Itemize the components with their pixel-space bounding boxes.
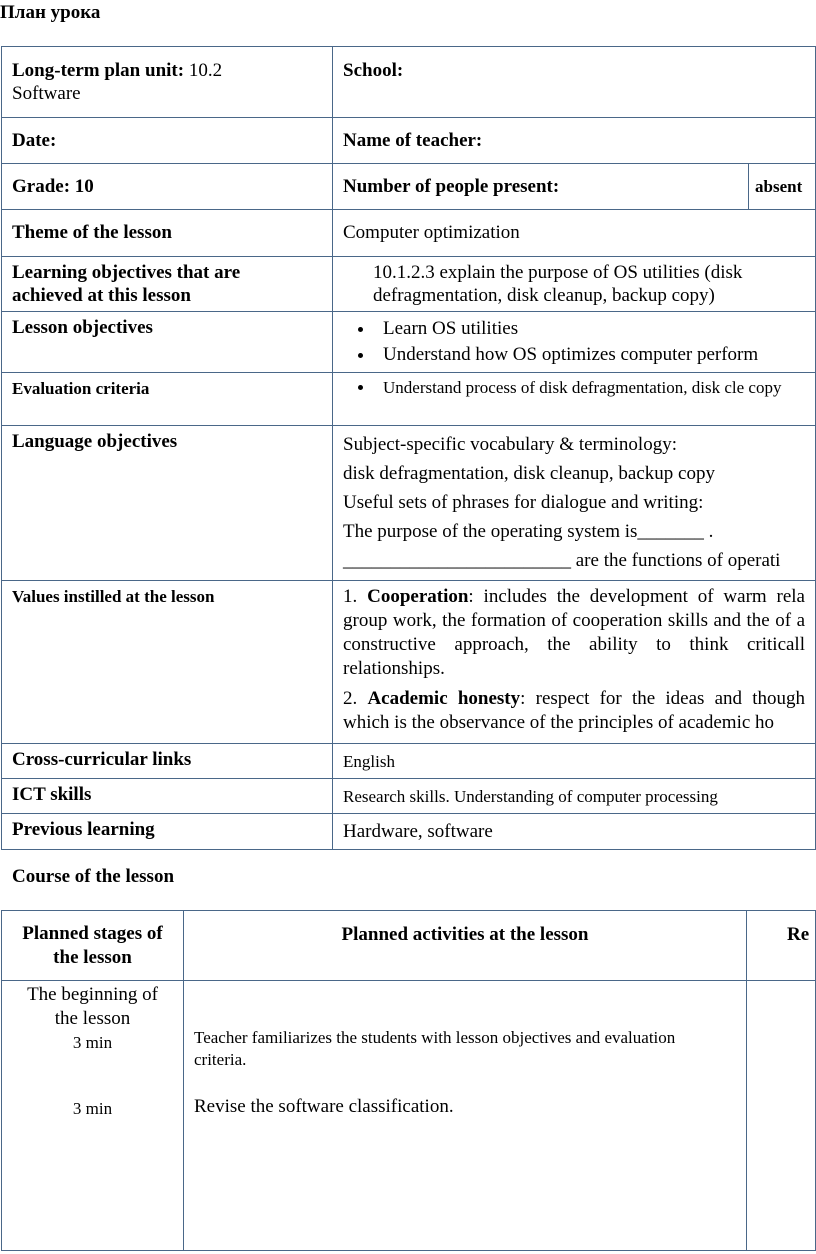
previous-learning-value: Hardware, software [333,814,816,850]
unit-value: 10.2 [188,60,223,81]
table-row [2,47,816,118]
learning-objectives-value [333,257,816,312]
theme-label: Theme of the lesson [2,210,333,257]
table-row [2,164,816,210]
lo-label-line: achieved at this lesson [12,285,191,306]
unit-cell [2,47,333,118]
language-objectives-value [333,426,816,581]
table-row [2,257,816,312]
header-line: the lesson [53,946,132,968]
table-row [2,744,816,779]
previous-learning-label: Previous learning [2,814,333,850]
evaluation-criteria-label: Evaluation criteria [2,373,333,426]
grade-label: Grade: 10 [2,164,333,210]
activity-line: Revise the software classification. [194,1096,454,1117]
activities-cell [184,981,747,1251]
values-label: Values instilled at the lesson [2,581,333,744]
table-row [2,581,816,744]
course-heading: Course of the lesson [12,866,175,887]
stage-time: 3 min [72,1099,113,1118]
evaluation-criteria-list [333,373,816,426]
resources-cell [747,981,816,1251]
ict-skills-value: Research skills. Understanding of computer processing [333,779,816,814]
eval-line: Understand process of disk defragmentation, disk cle [383,378,745,397]
present-label: Number of people present: [333,164,749,210]
table-row [2,312,816,373]
values-line: group work, the formation of cooperation skills and the [343,610,770,631]
lang-line: ________________________ are the functions of operati [343,550,781,571]
lang-line: Subject-specific vocabulary & terminology: [343,434,677,455]
lo-value-line: 10.1.2.3 explain the purpose of OS utilities (disk [373,262,743,283]
teacher-label: Name of teacher: [333,118,816,164]
table-row [2,118,816,164]
values-line: : includes the development of warm rela [468,586,805,607]
cross-curricular-value: English [333,744,816,779]
stage-line: The beginning of [27,984,158,1005]
values-line: which is the observance of the principles of academic ho [343,712,775,733]
values-value [333,581,816,744]
lesson-objectives-label: Lesson objectives [2,312,333,373]
table-row [2,426,816,581]
page-title: План урока [0,2,101,23]
activity-line: Teacher familiarizes the students with lesson objectives and evaluation [194,1028,676,1047]
values-term: Cooperation [367,586,469,607]
lang-line: Useful sets of phrases for dialogue and writing: [343,492,704,513]
unit-value-2: Software [12,83,81,104]
lesson-plan-table [1,46,816,850]
stage-cell [2,981,184,1251]
header-line: Planned stages of [22,922,163,944]
learning-objectives-label [2,257,333,312]
lesson-objectives-list [333,312,816,373]
theme-value: Computer optimization [333,210,816,257]
date-label: Date: [2,118,333,164]
eval-line: copy [748,378,782,397]
language-objectives-label: Language objectives [2,426,333,581]
unit-label: Long-term plan unit: [12,60,185,81]
stage-line: the lesson [54,1008,131,1029]
table-row [2,814,816,850]
school-label: School: [333,47,816,118]
table-row [2,981,816,1251]
absent-label: absent [749,164,816,210]
list-item [375,377,805,398]
activity-line: criteria. [194,1050,247,1069]
col-resources-header: Re [747,911,816,981]
stage-time: 3 min [72,1033,113,1052]
values-line: of a constructive approach, the ability to think criticall [343,610,806,655]
col-activities-header: Planned activities at the lesson [184,911,747,981]
course-table [1,910,816,1251]
table-header-row [2,911,816,981]
table-row [2,779,816,814]
values-line: : respect for the ideas and though [520,688,806,709]
list-item: • Learn OS utilities [375,316,805,342]
table-row [2,210,816,257]
list-item: • Understand how OS optimizes computer perform [375,342,805,368]
cross-curricular-label: Cross-curricular links [2,744,333,779]
lo-label-line: Learning objectives that are [12,262,241,283]
ict-skills-label: ICT skills [2,779,333,814]
table-row [2,373,816,426]
values-num: 2. [343,688,358,709]
values-term: Academic honesty [367,688,521,709]
values-num: 1. [343,586,358,607]
lang-line: The purpose of the operating system is_______ . [343,521,714,542]
col-stages-header [2,911,184,981]
values-line: relationships. [343,658,445,679]
lang-line: disk defragmentation, disk cleanup, backup copy [343,463,715,484]
lo-value-line: defragmentation, disk cleanup, backup copy) [373,285,715,306]
